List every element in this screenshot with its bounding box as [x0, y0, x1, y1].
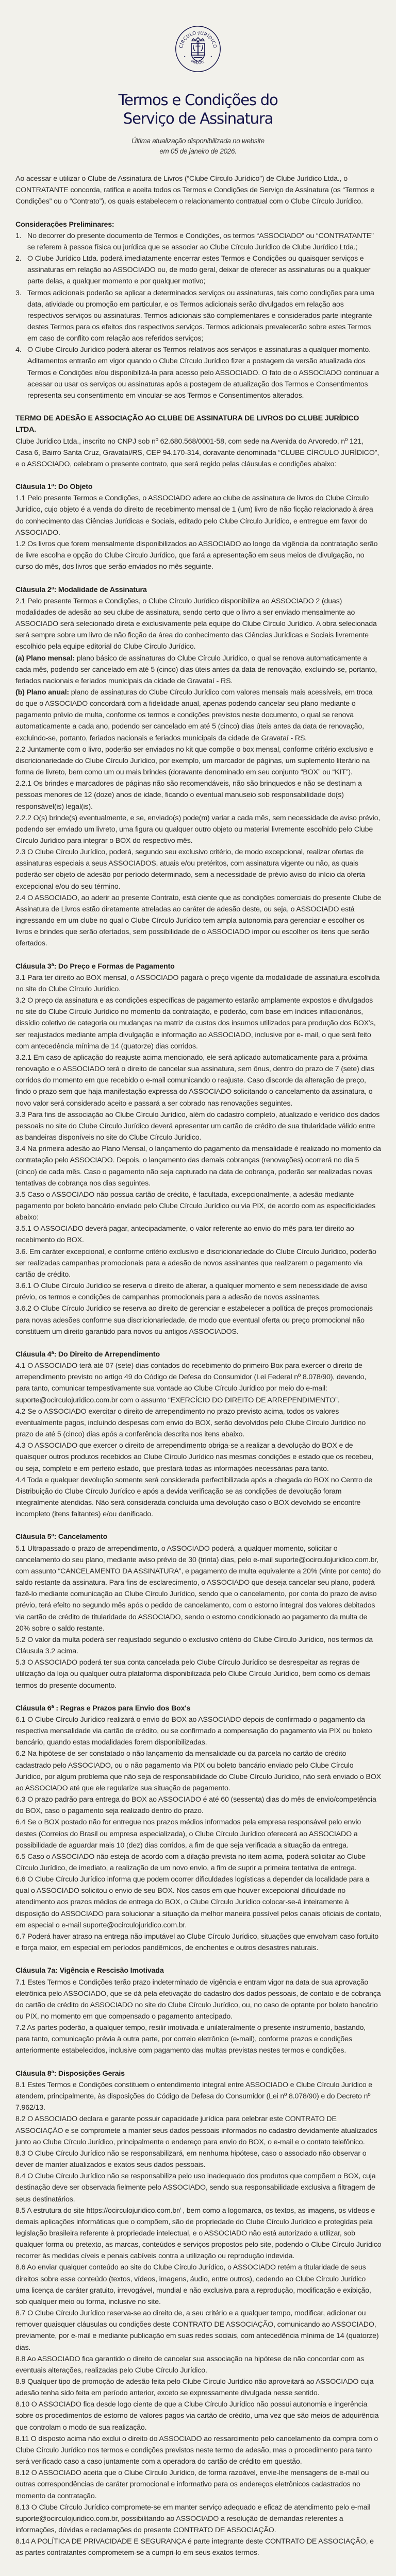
logo-text-bottom: MMXXV — [190, 59, 206, 65]
clause-paragraph — [15, 2148, 382, 2171]
paragraph-text: 8.14 A POLÍTICA DE PRIVACIDADE E SEGURANÇA é parte integrante deste CONTRATO DE ASSOCIAÇÃO, e as partes contratantes comprometem-se a cumpri-lo em seus exatos termos. — [15, 2537, 374, 2557]
paragraph-text: 8.4 O Clube Círculo Jurídico não se responsabiliza pelo uso inadequado dos produtos que compõem o BOX, cuja destinação deve ser observada fielmente pelo ASSOCIADO, sendo sua responsabilidade exclusiva a filtragem de seus destinatários. — [15, 2172, 376, 2204]
paragraph-text: 6.5 Caso o ASSOCIADO não esteja de acordo com a dilação prevista no item acima, poderá solicitar ao Clube Círculo Jurídico, de imediato, a realização de um novo envio, a fim de suprir a primeira tentativa de entrega. — [15, 1852, 366, 1872]
clause-paragraph — [15, 1303, 382, 1337]
clause-paragraph — [15, 2502, 382, 2536]
clauses-container — [15, 481, 382, 2558]
paragraph-text: 6.1 O Clube Círculo Jurídico realizará o envio do BOX ao ASSOCIADO depois de confirmado o pagamento da respectiva mensalidade via cartão de crédito, ou se confirmado a compensação do pagamento via PIX ou boleto bancário, quando estas modalidades forem disponibilizadas. — [15, 1715, 372, 1747]
clause-paragraph — [15, 538, 382, 572]
paragraph-text: 6.4 Se o BOX postado não for entregue nos prazos médios informados pela empresa responsável pelo envio destes (Correios do Brasil ou empresa especializada), o Clube Círculo Jurídico oferecerá ao ASSOCIADO a possibilidade de aguardar mais 10 (dez) dias corridos, a fim de que seja verificada a situação da entrega. — [15, 1818, 361, 1850]
section-heading: TERMO DE ADESÃO E ASSOCIAÇÃO AO CLUBE DE ASSINATURA DE LIVROS DO CLUBE JURÍDICO LTDA. — [15, 414, 359, 434]
list-item-text: O Clube Jurídico Ltda. poderá imediatamente encerrar estes Termos e Condições ou quaisquer serviços e assinaturas em relação ao ASSOCIADO ou, de modo geral, deixar de oferecer as assinaturas ou a qualquer parte delas, a qualquer momento e por qualquer motivo; — [27, 255, 371, 286]
list-number: 1. — [15, 231, 22, 240]
clause-paragraph — [15, 2433, 382, 2467]
clause-5 — [15, 1531, 382, 1691]
clause-paragraph — [15, 1406, 382, 1440]
title-line-2: Serviço de Assinatura — [123, 110, 273, 127]
clause-paragraph — [15, 2353, 382, 2376]
adhesion-paragraph: Clube Jurídico Ltda., inscrito no CNPJ sob nº 62.680.568/0001-58, com sede na Avenida do Arvoredo, nº 121, Casa 6, Bairro Santa Cruz, Gravataí/RS, CEP 94.170-314, doravante denominada “CLUBE CÍRCULO JURÍDICO”, e o ASSOCIADO, celebram o presente contrato, que será regido pelas cláusulas e condições abaixo: — [15, 437, 380, 468]
paragraph-text: 6.3 O prazo padrão para entrega do BOX ao ASSOCIADO é até 60 (sessenta) dias do mês de envio/competência do BOX, caso o pagamento seja realizado dentro do prazo. — [15, 1795, 376, 1816]
clause-paragraph — [15, 1246, 382, 1280]
paragraph-text: 8.5 A estrutura do site https://ocirculojuridico.com.br/ , bem como a logomarca, os textos, as imagens, os vídeos e demais aplicações informáticas que o compõem, são de propriedade do Clube Círculo Jurídico e protegidas pela legislação brasileira referente à propriedade intelectual, e o ASSOCIADO não está autorizado a utilizar, sob qualquer forma ou pretexto, as marcas, conteúdos e serviços propostos pelo site, podendo o Clube Círculo Jurídico recorrer às medidas cíveis e penais cabíveis contra a utilização ou reprodução indevida. — [15, 2206, 382, 2261]
clause-paragraph — [15, 1634, 382, 1657]
clause-heading: Cláusula 4ª: Do Direito de Arrependimento — [15, 1350, 160, 1359]
paragraph-text: plano básico de assinaturas do Clube Círculo Jurídico, o qual se renova automaticamente a cada mês, podendo ser cancelado em até 5 (cinco) dias úteis antes da data de renovação, excluindo-se, portanto, feriados nacionais e feriados municipais da cidade de Gravataí - RS. — [15, 654, 377, 685]
paragraph-text: 4.2 Se o ASSOCIADO exercitar o direito de arrependimento no prazo previsto acima, todos os valores eventualmente pagos, incluindo despesas com envio do BOX, serão devolvidos pelo Clube Círculo Jurídico no prazo de até 5 (cinco) dias após a conferência descrita nos itens abaixo. — [15, 1407, 366, 1439]
clause-paragraph — [15, 846, 382, 892]
clause-paragraph — [15, 1977, 382, 2023]
list-item — [15, 344, 382, 401]
paragraph-text: 2.2.1 Os brindes e marcadores de páginas não são recomendáveis, não são brinquedos e não se destinam a pessoas menores de 12 (doze) anos de idade, ficando o eventual manuseio sob responsabilidade do(s) responsável(is) legal(is). — [15, 779, 362, 811]
plan-label: (a) Plano mensal: — [15, 654, 75, 663]
paragraph-text: 3.2.1 Em caso de aplicação do reajuste acima mencionado, ele será aplicado automaticamente para a próxima renovação e o ASSOCIADO terá o direito de cancelar sua assinatura, sem ônus, dentro do prazo de 7 (sete) dias corridos do momento em que recebido o e-mail comunicando o reajuste. Caso discorde da alteração de preço, findo o prazo sem que haja manifestação expressa do ASSOCIADO solicitando o cancelamento da assinatura, o novo valor será considerado aceito e passará a ser cobrado nas renovações seguintes. — [15, 1053, 374, 1108]
paragraph-text: 1.2 Os livros que forem mensalmente disponibilizados ao ASSOCIADO ao longo da vigência da contratação serão de livre escolha e opção do Clube Círculo Jurídico, que fará a apresentação em seus meios de divulgação, no curso do mês, dos livros que serão enviados no mês seguinte. — [15, 539, 378, 571]
clause-paragraph — [15, 1189, 382, 1223]
clause-paragraph — [15, 1817, 382, 1851]
clause-paragraph — [15, 2467, 382, 2501]
paragraph-text: 3.1 Para ter direito ao BOX mensal, o ASSOCIADO pagará o preço vigente da modalidade de assinatura escolhida no site do Clube Círculo Jurídico. — [15, 973, 380, 994]
clause-paragraph — [15, 1931, 382, 1954]
paragraph-text: 5.1 Ultrapassado o prazo de arrependimento, o ASSOCIADO poderá, a qualquer momento, solicitar o cancelamento do seu plano, mediante aviso prévio de 30 (trinta) dias, pelo e-mail suporte@ocirculojuridico.com.br, com assunto “CANCELAMENTO DA ASSINATURA”, e pagamento de multa equivalente a 20% (vinte por cento) do saldo restante da assinatura. Para fins de esclarecimento, o ASSOCIADO que deseja cancelar seu plano, poderá fazê-lo mediante comunicação ao Clube Círculo Jurídico, sendo que o cancelamento, por conta do prazo de aviso prévio, terá efeito no segundo mês após o pedido de cancelamento, com o estorno integral dos valores debitados via cartão de crédito de titularidade do ASSOCIADO, sendo o estorno condicionado ao pagamento da multa de 20% sobre o saldo restante. — [15, 1544, 381, 1633]
clause-paragraph — [15, 653, 382, 687]
list-number: 3. — [15, 289, 22, 297]
clause-paragraph — [15, 1794, 382, 1817]
clause-paragraph — [15, 2376, 382, 2399]
clause-paragraph — [15, 2308, 382, 2353]
clause-paragraph — [15, 778, 382, 812]
paragraph-text: 6.6 O Clube Círculo Jurídico informa que podem ocorrer dificuldades logísticas a depender da localidade para a qual o ASSOCIADO solicitou o envio de seu BOX. Nos casos em que houver excepcional dificuldade no atendimento aos prazos médios de entrega do BOX, o Clube Círculo Jurídico colocar-se-á inteiramente à disposição do ASSOCIADO para solucionar a situação da melhor maneira possível pelos canais oficiais de contato, em especial o e-mail suporte@ocirculojuridico.com.br. — [15, 1875, 382, 1929]
clause-paragraph — [15, 1657, 382, 1691]
paragraph-text: 8.6 Ao enviar qualquer conteúdo ao site do Clube Círculo Jurídico, o ASSOCIADO retém a titularidade de seus direitos sobre esse conteúdo (textos, vídeos, imagens, áudio, entre outros), cedendo ao Clube Círculo Jurídico uma licença de caráter gratuito, irrevogável, mundial e não exclusiva para a reprodução, modificação e exibição, sob qualquer meio ou forma, inclusive no site. — [15, 2263, 371, 2306]
clause-paragraph — [15, 2113, 382, 2147]
clause-4 — [15, 1349, 382, 1520]
title-line-1: Termos e Condições do — [118, 91, 278, 109]
paragraph-text: 7.2 As partes poderão, a qualquer tempo, resilir imotivada e unilateralmente o presente instrumento, bastando, para tanto, comunicação prévia à outra parte, por correio eletrônico (e-mail), conforme prazos e condições anteriormente estabelecidos, inclusive com pagamento das multas previstas nestes termos e condições. — [15, 2024, 366, 2055]
clause-heading: Cláusula 1ª: Do Objeto — [15, 483, 93, 492]
section-heading: Considerações Preliminares: — [15, 220, 114, 229]
clause-paragraph — [15, 596, 382, 653]
clause-paragraph — [15, 1440, 382, 1474]
clause-paragraph — [15, 1109, 382, 1143]
clause-paragraph — [15, 1143, 382, 1189]
last-updated-note — [0, 136, 396, 157]
paragraph-text: 8.9 Qualquer tipo de promoção de adesão feita pelo Clube Círculo Jurídico não aproveitará ao ASSOCIADO cuja adesão tenha sido feita em período anterior, exceto se expressamente divulgada nesse sentido. — [15, 2378, 374, 2398]
paragraph-text: 4.4 Toda e qualquer devolução somente será considerada perfectibilizada após a chegada do BOX no Centro de Distribuição do Clube Círculo Jurídico e após a devida verificação se as condições de devolução foram integralmente atendidas. Não será considerada concluída uma devolução caso o BOX devolvido se encontre incompleto (itens faltantes) e/ou danificado. — [15, 1476, 373, 1519]
clause-paragraph — [15, 2205, 382, 2262]
list-item-text: O Clube Círculo Jurídico poderá alterar os Termos relativos aos serviços e assinaturas a qualquer momento. Aditamentos entrarão em vigor quando o Clube Círculo Jurídico fizer a postagem da versão atualizada dos Termos e Condições e/ou disponibilizá-la para acesso pelo ASSOCIADO. O fato de o ASSOCIADO continuar a acessar ou usar os serviços ou assinaturas após a postagem de atualização dos Termos e Consentimentos representa seu consentimento em vincular-se aos Termos e Consentimentos alterados. — [27, 346, 379, 400]
preliminary-list — [15, 230, 382, 401]
clause-paragraph — [15, 812, 382, 846]
terms-content — [15, 173, 382, 2576]
clause-paragraph — [15, 2171, 382, 2205]
clause-paragraph — [15, 1052, 382, 1109]
clause-1 — [15, 481, 382, 572]
adhesion-term-section — [15, 413, 382, 470]
paragraph-text: 2.1 Pelo presente Termos e Condições, o Clube Círculo Jurídico disponibiliza ao ASSOCIADO 2 (duas) modalidades de adesão ao seu clube de assinatura, sendo certo que o livro a ser enviado mensalmente ao ASSOCIADO será selecionado direta e exclusivamente pela equipe do Clube Círculo Jurídico. A obra selecionada será sempre sobre um livro de não ficção da área do conhecimento das Ciências Jurídicas e Sociais livremente escolhido pela equipe editorial do Clube Círculo Jurídico. — [15, 597, 377, 651]
shield-icon — [191, 38, 205, 61]
clause-2 — [15, 584, 382, 950]
plan-label: (b) Plano anual: — [15, 688, 70, 697]
clause-heading: Cláusula 8ª: Disposições Gerais — [15, 2069, 125, 2078]
clause-paragraph — [15, 1714, 382, 1748]
clause-paragraph — [15, 493, 382, 538]
paragraph-text: 5.2 O valor da multa poderá ser reajustado segundo o exclusivo critério do Clube Círculo Jurídico, nos termos da Cláusula 3.2 acima. — [15, 1635, 373, 1656]
paragraph-text: 8.7 O Clube Círculo Jurídico reserva-se ao direito de, a seu critério e a qualquer tempo, modificar, adicionar ou remover quaisquer cláusulas ou condições deste CONTRATO DE ASSOCIAÇÃO, comunicando ao ASSOCIADO, previamente, por e-mail e mediante publicação em suas redes sociais, com antecedência mínima de 14 (quatorze) dias. — [15, 2309, 379, 2352]
clause-paragraph — [15, 744, 382, 778]
clause-paragraph — [15, 2536, 382, 2558]
paragraph-text: 3.5.1 O ASSOCIADO deverá pagar, antecipadamente, o valor referente ao envio do mês para ter direito ao recebimento do BOX. — [15, 1225, 354, 1245]
clause-paragraph — [15, 1360, 382, 1406]
list-item-text: Termos adicionais poderão se aplicar a determinados serviços ou assinaturas, tais como condições para uma data, atividade ou promoção em particular, e os Termos adicionais serão divulgados em relação aos respectivos serviços ou assinaturas. Termos adicionais são complementares e considerados parte integrante destes Termos para os efeitos dos respectivos serviços. Termos adicionais prevalecerão sobre estes Termos em caso de conflito com relação aos referidos serviços; — [27, 289, 374, 343]
paragraph-text: 8.13 O Clube Círculo Jurídico compromete-se em manter serviço adequado e eficaz de atendimento pelo e-mail suporte@ocirculojuridico.com.br, possibilitando ao ASSOCIADO a resolução de demandas referentes a informações, dúvidas e reclamações do presente CONTRATO DE ASSOCIAÇÃO. — [15, 2503, 371, 2535]
clause-paragraph — [15, 1223, 382, 1246]
clause-heading: Cláusula 3ª: Do Preço e Formas de Pagamento — [15, 962, 175, 971]
paragraph-text: 2.2.2 O(s) brinde(s) eventualmente, e se, enviado(s) pode(m) variar a cada mês, sem necessidade de aviso prévio, podendo ser enviado um livreto, uma figura ou qualquer outro objeto ou material livremente escolhido pelo Clube Círculo Jurídico para integrar o BOX do respectivo mês. — [15, 814, 381, 845]
paragraph-text: 2.2 Juntamente com o livro, poderão ser enviados no kit que compõe o box mensal, conforme critério exclusivo e discricionariedade do Clube Círculo Jurídico, por exemplo, um marcador de páginas, um suplemento literário na forma de livreto, bem como um ou mais brindes (doravante denominado em seu conjunto “BOX” ou “KIT”). — [15, 745, 374, 777]
clause-paragraph — [15, 972, 382, 995]
clause-heading: Cláusula 2ª: Modalidade de Assinatura — [15, 585, 147, 594]
list-number: 2. — [15, 255, 22, 263]
circulo-juridico-seal-logo — [174, 25, 222, 73]
paragraph-text: 8.10 O ASSOCIADO fica desde logo ciente de que a Clube Círculo Jurídico não possui autonomia e ingerência sobre os procedimentos de estorno de valores pagos via cartão de crédito, uma vez que são meios de adquirência que controlam o modo de sua realização. — [15, 2400, 379, 2432]
clause-paragraph — [15, 2262, 382, 2308]
clause-paragraph — [15, 2079, 382, 2113]
clause-paragraph — [15, 892, 382, 950]
paragraph-text: 8.11 O disposto acima não exclui o direito do ASSOCIADO ao ressarcimento pelo cancelamento da compra com o Clube Círculo Jurídico nos termos e condições previstos neste termo de adesão, mas o procedimento para tanto será verificado caso a caso juntamente com a operadora do cartão de crédito em questão. — [15, 2434, 378, 2466]
paragraph-text: 3.6.1 O Clube Círculo Jurídico se reserva o direito de alterar, a qualquer momento e sem necessidade de aviso prévio, os termos e condições de campanhas promocionais para a adesão de novos assinantes. — [15, 1282, 368, 1302]
clause-paragraph — [15, 2399, 382, 2433]
paragraph-text: 5.3 O ASSOCIADO poderá ter sua conta cancelada pelo Clube Círculo Jurídico se desrespeitar as regras de utilização da loja ou qualquer outra plataforma disponibilizada pelo Clube Círculo Jurídico, bem como os demais termos do presente documento. — [15, 1658, 371, 1690]
clause-paragraph — [15, 1851, 382, 1874]
subtitle-line-1: Última atualização disponibilizada no website — [131, 137, 265, 145]
list-number: 4. — [15, 346, 22, 354]
paragraph-text: 2.3 O Clube Círculo Jurídico, poderá, segundo seu exclusivo critério, de modo excepcional, realizar ofertas de assinaturas especiais a seus ASSOCIADOS, atuais e/ou pretéritos, com assinatura vigente ou não, as quais poderão ser objeto de adesão por período determinado, sem a necessidade de prévio aviso do início da oferta excepcional e/ou do seu término. — [15, 848, 366, 891]
paragraph-text: 3.4 Na primeira adesão ao Plano Mensal, o lançamento do pagamento da mensalidade é realizado no momento da contratação pelo ASSOCIADO. Depois, o lançamento das demais cobranças (renovações) ocorrerá no dia 5 (cinco) de cada mês. Caso o pagamento não seja capturado na data de cobrança, poderão ser realizadas novas tentativas de cobrança nos dias seguintes. — [15, 1145, 381, 1188]
clause-heading: Cláusula 6ª : Regras e Prazos para Envio dos Box's — [15, 1704, 191, 1713]
page-title — [0, 91, 396, 128]
subtitle-line-2: em 05 de janeiro de 2026. — [159, 147, 237, 155]
paragraph-text: 8.12 O ASSOCIADO aceita que o Clube Círculo Jurídico, de forma razoável, envie-lhe mensagens de e-mail ou outras correspondências de caráter promocional e informativo para os endereços eletrônicos cadastrados no momento da contratação. — [15, 2469, 369, 2500]
clause-paragraph — [15, 1874, 382, 1931]
clause-6 — [15, 1703, 382, 1954]
clause-heading: Cláusula 7a: Vigência e Rescisão Imotivada — [15, 1967, 164, 1975]
intro-paragraph: Ao acessar e utilizar o Clube de Assinatura de Livros (“Clube Círculo Jurídico”) de Clube Jurídico Ltda., o CONTRATANTE concorda, ratifica e aceita todos os Termos e Condições de Serviço de Assinatura (os “Termos e Condições” ou o “Contrato”), os quais estabelecem o relacionamento contratual com o Clube Círculo Jurídico. — [15, 175, 375, 206]
clause-paragraph — [15, 2022, 382, 2056]
paragraph-text: plano de assinaturas do Clube Círculo Jurídico com valores mensais mais acessíveis, em troca do que o ASSOCIADO concordará com a fidelidade anual, apenas podendo cancelar seu plano mediante o pagamento prévio de multa, conforme os termos e condições previstos neste documento, o qual se renova automaticamente a cada ano, podendo ser cancelado em até 5 (cinco) dias úteis antes da data de renovação, excluindo-se, portanto, feriados nacionais e feriados municipais da cidade de Gravataí - RS. — [15, 688, 373, 742]
clause-paragraph — [15, 1543, 382, 1634]
logo-text-top: CÍRCULO·JURÍDICO — [178, 30, 218, 49]
paragraph-text: 4.1 O ASSOCIADO terá até 07 (sete) dias contados do recebimento do primeiro Box para exercer o direito de arrependimento previsto no artigo 49 do Código de Defesa do Consumidor (Lei Federal nº 8.078/90), devendo, para tanto, comunicar tempestivamente sua vontade ao Clube Círculo Jurídico por meio do e-mail: suporte@ocirculojuridico.com.br com o assunto “EXERCÍCIO DO DIREITO DE ARREPENDIMENTO”. — [15, 1362, 367, 1404]
intro-section — [15, 173, 382, 207]
paragraph-text: 6.7 Poderá haver atraso na entrega não imputável ao Clube Círculo Jurídico, situações que envolvam caso fortuito e força maior, em especial em períodos pandêmicos, de enchentes e outros desastres naturais. — [15, 1932, 379, 1953]
clause-7 — [15, 1965, 382, 2056]
clause-paragraph — [15, 1280, 382, 1303]
list-item — [15, 253, 382, 287]
paragraph-text: 3.6. Em caráter excepcional, e conforme critério exclusivo e discricionariedade do Clube Círculo Jurídico, poderão ser realizadas campanhas promocionais para a adesão de novos assinantes que realizarem o pagamento via cartão de crédito. — [15, 1247, 376, 1279]
clause-paragraph — [15, 995, 382, 1052]
list-item — [15, 230, 382, 253]
paragraph-text: 8.3 O Clube Círculo Jurídico não se responsabilizará, em nenhuma hipótese, caso o associado não observar o dever de manter atualizados e exatos seus dados pessoais. — [15, 2149, 367, 2170]
paragraph-text: 3.2 O preço da assinatura e as condições específicas de pagamento estarão amplamente expostos e divulgados no site do Clube Círculo Jurídico no momento da contratação, e poderão, com base em índices inflacionários, dissídio coletivo de categoria ou mudanças na matriz de custos dos insumos utilizados para produção dos BOX’s, ser reajustados mediante ampla divulgação e informação ao ASSOCIADO, inclusive por e- mail, o que será feito com antecedência mínima de 14 (quatorze) dias corridos. — [15, 996, 376, 1050]
clause-3 — [15, 961, 382, 1337]
paragraph-text: 3.5 Caso o ASSOCIADO não possua cartão de crédito, é facultada, excepcionalmente, a adesão mediante pagamento por boleto bancário enviado pelo Clube Círculo Jurídico ou via PIX, de acordo com as especificidades abaixo: — [15, 1190, 376, 1222]
list-item — [15, 287, 382, 345]
paragraph-text: 3.6.2 O Clube Círculo Jurídico se reserva ao direito de gerenciar e estabelecer a política de preços promocionais para novas adesões conforme sua discricionariedade, de modo que eventual oferta ou preço promocional não constituem um direito garantido para novos ou antigos ASSOCIADOS. — [15, 1304, 373, 1336]
clause-8 — [15, 2068, 382, 2559]
paragraph-text: 8.1 Estes Termos e Condições constituem o entendimento integral entre ASSOCIADO e Clube Círculo Jurídico e atendem, principalmente, às disposições do Código de Defesa do Consumidor (Lei nº 8.078/90) e do Decreto nº 7.962/13. — [15, 2080, 372, 2112]
paragraph-text: 1.1 Pelo presente Termos e Condições, o ASSOCIADO adere ao clube de assinatura de livros do Clube Círculo Jurídico, cujo objeto é a venda do direito de recebimento mensal de 1 (um) livro de não ficção relacionado à área do conhecimento das Ciências Jurídicas e Sociais, editado pelo Clube Círculo Jurídico, e entregue em favor do ASSOCIADO. — [15, 494, 373, 537]
paragraph-text: 3.3 Para fins de associação ao Clube Círculo Jurídico, além do cadastro completo, atualizado e verídico dos dados pessoais no site do Clube Círculo Jurídico deverá apresentar um cartão de crédito de sua titularidade válido entre as bandeiras disponíveis no site do Clube Círculo Jurídico. — [15, 1110, 380, 1142]
svg-text:MMXXV — [190, 59, 206, 65]
list-item-text: No decorrer do presente documento de Termos e Condições, os termos “ASSOCIADO” ou “CONTRATANTE” se referem à pessoa física ou jurídica que se associar ao Clube Círculo Jurídico de Clube Jurídico Ltda.; — [27, 231, 374, 251]
paragraph-text: 4.3 O ASSOCIADO que exercer o direito de arrependimento obriga-se a realizar a devolução do BOX e de quaisquer outros produtos recebidos ao Clube Círculo Jurídico nas mesmas condições e estado que os recebeu, ou seja, completo e em perfeito estado, que prestará todas as informações necessárias para tanto. — [15, 1442, 373, 1473]
clause-paragraph — [15, 1748, 382, 1794]
paragraph-text: 2.4 O ASSOCIADO, ao aderir ao presente Contrato, está ciente que as condições comerciais do presente Clube de Assinatura de Livros estão diretamente atreladas ao caráter de adesão deste, ou seja, o ASSOCIADO está ingressando em um clube no qual o Clube Círculo Jurídico tem ampla autonomia para gerenciar e escolher os livros e brindes que serão ofertados, sem possibilidade de o ASSOCIADO impor ou escolher os itens que serão ofertados. — [15, 893, 382, 948]
paragraph-text: 8.2 O ASSOCIADO declara e garante possuir capacidade jurídica para celebrar este CONTRATO DE ASSOCIAÇÃO e se compromete a manter seus dados pessoais informados no cadastro devidamente atualizados junto ao Clube Círculo Jurídico, principalmente o endereço para envio do BOX, o e-mail e o contato telefônico. — [15, 2115, 377, 2146]
clause-paragraph — [15, 1475, 382, 1520]
clause-heading: Cláusula 5ª: Cancelamento — [15, 1533, 108, 1541]
preliminary-considerations — [15, 219, 382, 402]
paragraph-text: 7.1 Estes Termos e Condições terão prazo indeterminado de vigência e entram vigor na data de sua aprovação eletrônica pelo ASSOCIADO, que se dá pela efetivação do cadastro dos dados pessoais, de contato e de cobrança do cartão de crédito do ASSOCIADO no site do Clube Círculo Jurídico, ou, no caso de optante por boleto bancário ou PIX, no momento em que compensado o pagamento antecipado. — [15, 1978, 381, 2021]
paragraph-text: 8.8 Ao ASSOCIADO fica garantido o direito de cancelar sua associação na hipótese de não concordar com as eventuais alterações, realizadas pelo Clube Círculo Jurídico. — [15, 2354, 365, 2375]
paragraph-text: 6.2 Na hipótese de ser constatado o não lançamento da mensalidade ou da parcela no cartão de crédito cadastrado pelo ASSOCIADO, ou o não pagamento via PIX ou boleto bancário enviado pelo Clube Círculo Jurídico, por algum problema que não seja de responsabilidade do Clube Círculo Jurídico, não será enviado o BOX ao ASSOCIADO até que ele regularize sua situação de pagamento. — [15, 1750, 381, 1792]
clause-paragraph — [15, 687, 382, 744]
page-header — [0, 0, 396, 170]
